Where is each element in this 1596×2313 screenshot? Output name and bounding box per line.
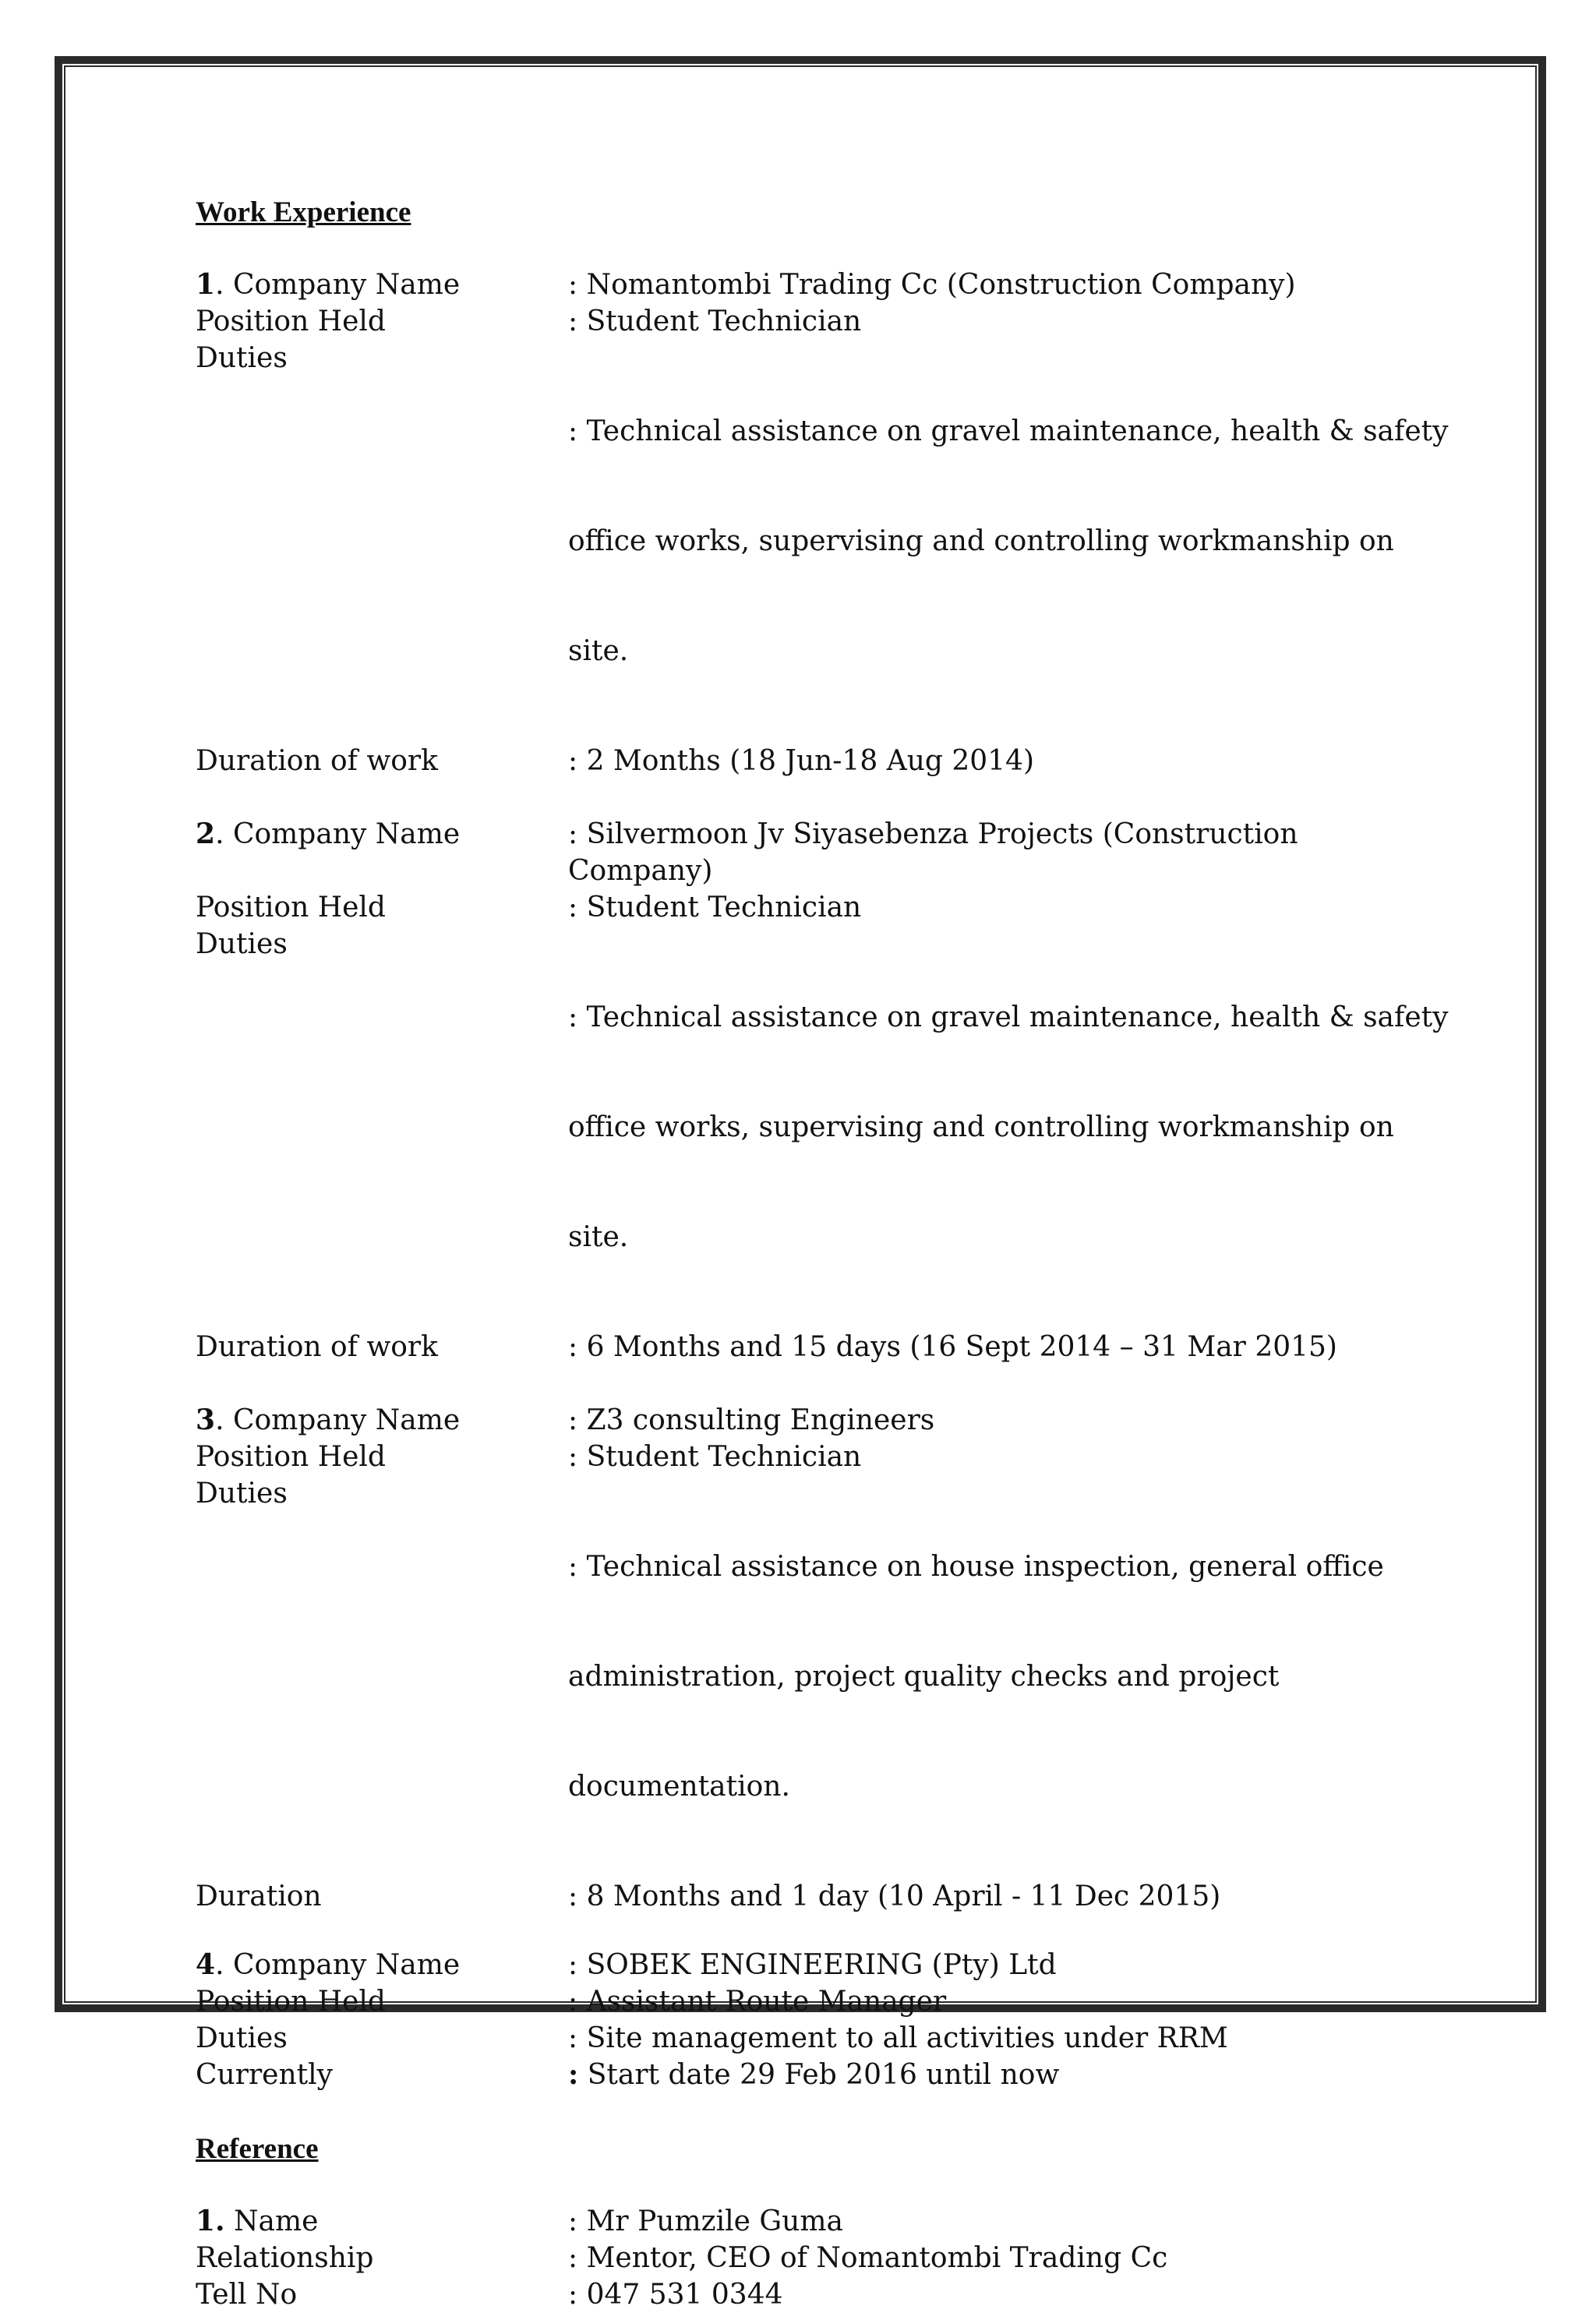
entry-row	[196, 2057, 1411, 2093]
entry-row	[196, 889, 1411, 926]
row-value: : 8 Months and 1 day (10 April - 11 Dec 2015)	[568, 1880, 1221, 1912]
row-label: Position Held	[196, 892, 386, 923]
row-value: : SOBEK ENGINEERING (Pty) Ltd	[568, 1949, 1057, 1981]
row-label: Tell No	[196, 2279, 298, 2311]
row-value: : 6 Months and 15 days (16 Sept 2014 – 31 Mar 2015)	[568, 1331, 1337, 1363]
row-value	[568, 1475, 1411, 1878]
entry-number: 1	[196, 268, 216, 301]
entry-number: 2	[196, 817, 216, 850]
row-value: : Student Technician	[568, 892, 862, 923]
entry-row	[196, 2276, 1411, 2313]
entry-row	[196, 2240, 1411, 2276]
row-label: Duration	[196, 1880, 322, 1912]
row-value	[568, 340, 1448, 743]
entry-row: 1. Company Name : Nomantombi Trading Cc (Construction Company)	[196, 267, 1411, 303]
colon: :	[568, 2058, 579, 2091]
entry-row	[196, 340, 1449, 743]
row-value: : Nomantombi Trading Cc (Construction Company)	[568, 269, 1296, 301]
entry-row	[196, 2020, 1411, 2057]
row-label: Company Name	[232, 1949, 461, 1981]
row-label: Relationship	[196, 2242, 374, 2274]
value-line: : Technical assistance on gravel maintenance, health & safety	[568, 1001, 1449, 1033]
work-entry-4	[196, 1947, 1411, 2093]
row-label: Duties	[196, 2022, 288, 2054]
work-entry-1	[196, 267, 1449, 779]
value-text: Start date 29 Feb 2016 until now	[578, 2059, 1060, 2091]
value-line: : Technical assistance on gravel maintenance, health & safety	[568, 415, 1449, 447]
entry-row: 2. Company Name : Silvermoon Jv Siyasebenza Projects (Construction Company)	[196, 816, 1411, 889]
entry-row	[196, 1329, 1411, 1365]
row-value	[568, 2057, 1411, 2093]
row-label: Duties	[196, 342, 288, 374]
row-value: : Silvermoon Jv Siyasebenza Projects (Construction Company)	[568, 818, 1307, 887]
row-value: : Student Technician	[568, 305, 862, 337]
value-line: site.	[568, 1221, 629, 1253]
entry-number: 4	[196, 1948, 216, 1981]
entry-row	[196, 2203, 1411, 2240]
row-label: Duration of work	[196, 1331, 438, 1363]
value-line: site.	[568, 635, 629, 667]
entry-row: 4. Company Name : SOBEK ENGINEERING (Pty) Ltd	[196, 1947, 1411, 1983]
row-value: : Assistant Route Manager	[568, 1986, 947, 2018]
row-value: : Site management to all activities under RRM	[568, 2022, 1228, 2054]
row-label: Duties	[196, 928, 288, 960]
entry-row	[196, 1439, 1411, 1475]
work-experience-heading: Work Experience	[196, 196, 411, 228]
value-line: office works, supervising and controlling workmanship on	[568, 1111, 1394, 1143]
entry-row	[196, 1983, 1411, 2020]
row-label: Company Name	[232, 269, 461, 301]
entry-row	[196, 303, 1411, 340]
row-label: Duration of work	[196, 745, 438, 777]
row-value: : Mentor, CEO of Nomantombi Trading Cc	[568, 2242, 1168, 2274]
row-label: Position Held	[196, 1986, 386, 2018]
row-label: Position Held	[196, 1441, 386, 1473]
work-entry-3	[196, 1402, 1411, 1915]
document-content	[196, 193, 1449, 2313]
entry-row	[196, 1475, 1411, 1878]
entry-row	[196, 743, 1411, 779]
value-line: administration, project quality checks and project	[568, 1661, 1280, 1693]
row-value: : 047 531 0344	[568, 2279, 783, 2311]
row-label: Company Name	[232, 818, 461, 850]
row-label: Company Name	[232, 1404, 461, 1436]
value-line: office works, supervising and controlling workmanship on	[568, 525, 1394, 557]
entry-number: 3	[196, 1404, 216, 1436]
row-label: Position Held	[196, 305, 386, 337]
row-value: : Z3 consulting Engineers	[568, 1404, 935, 1436]
entry-row: 3. Company Name : Z3 consulting Engineers	[196, 1402, 1411, 1439]
value-line: documentation.	[568, 1771, 790, 1803]
entry-number: 1.	[196, 2205, 225, 2237]
row-value: : Student Technician	[568, 1441, 862, 1473]
row-value: : Mr Pumzile Guma	[568, 2205, 843, 2237]
entry-row	[196, 926, 1449, 1329]
row-label: Duties	[196, 1478, 288, 1510]
reference-heading: Reference	[196, 2133, 319, 2165]
row-label: Name	[234, 2205, 319, 2237]
row-value	[568, 926, 1448, 1329]
entry-row	[196, 1878, 1411, 1915]
reference-entry-1	[196, 2203, 1411, 2313]
work-entry-2	[196, 816, 1449, 1365]
value-line: : Technical assistance on house inspection, general office	[568, 1551, 1384, 1583]
row-value: : 2 Months (18 Jun-18 Aug 2014)	[568, 745, 1035, 777]
row-label: Currently	[196, 2059, 333, 2091]
